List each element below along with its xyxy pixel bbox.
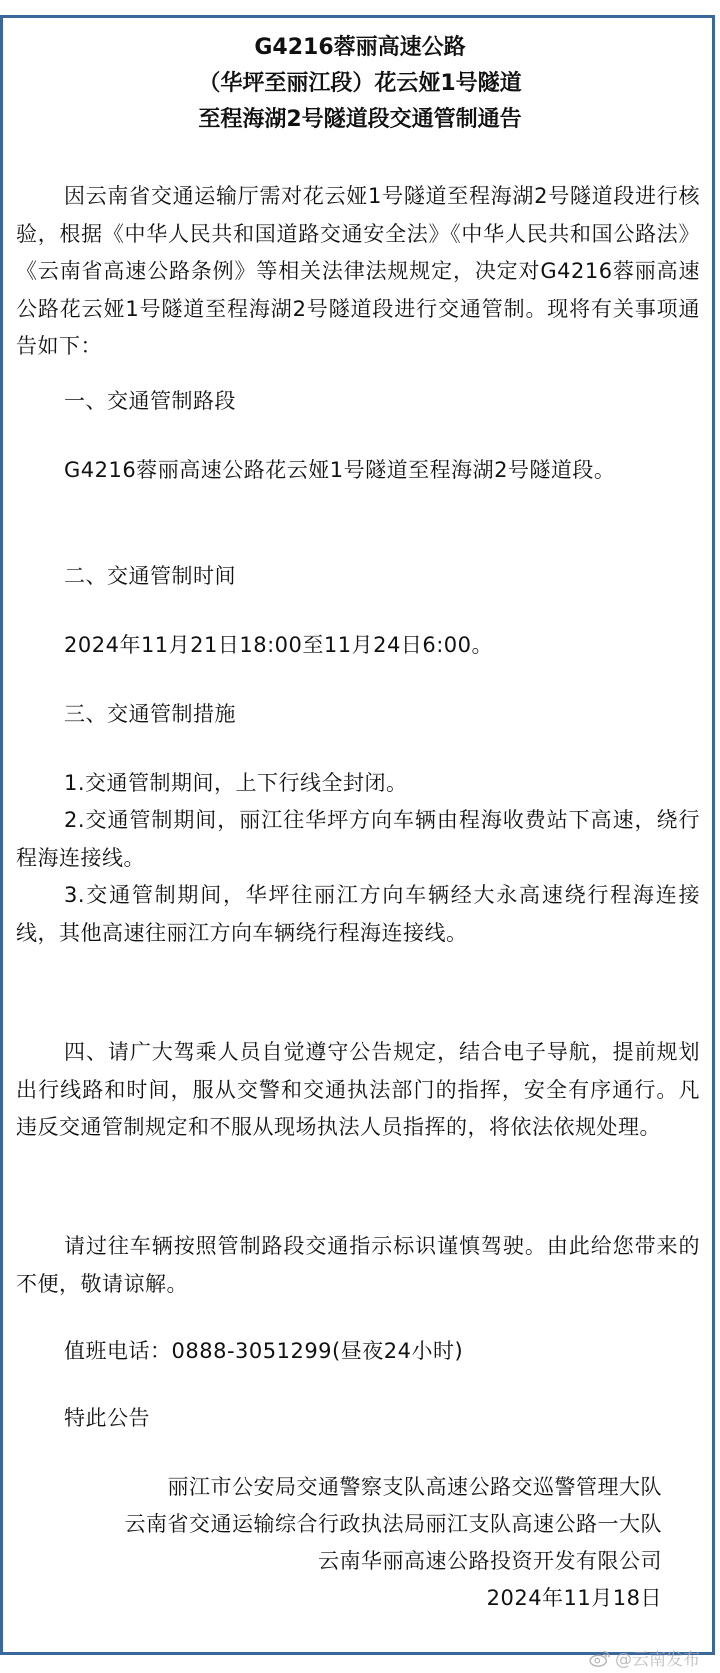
hotline: 值班电话：0888-3051299(昼夜24小时) [64,1339,464,1363]
measure-item-1: 1.交通管制期间，上下行线全封闭。 [64,771,408,795]
section-2-body: 2024年11月21日18:00至11月24日6:00。 [64,633,494,657]
watermark [589,1645,700,1670]
title-line-3: 至程海湖2号隧道段交通管制通告 [198,107,522,132]
watermark-text: @云南发布 [615,1650,700,1670]
signatory-3: 云南华丽高速公路投资开发有限公司 [318,1549,662,1573]
title-line-2: （华坪至丽江段）花云娅1号隧道 [198,71,522,96]
measure-item-2: 2.交通管制期间，丽江往华坪方向车辆由程海收费站下高速，绕行程海连接线。 [16,808,700,870]
signatory-2: 云南省交通运输综合行政执法局丽江支队高速公路一大队 [124,1512,662,1536]
signatory-1: 丽江市公安局交通警察支队高速公路交巡警管理大队 [167,1475,662,1499]
section-3-heading: 三、交通管制措施 [64,702,236,726]
apology-paragraph: 请过往车辆按照管制路段交通指示标识谨慎驾驶。由此给您带来的不便，敬请谅解。 [16,1234,700,1296]
title-line-1: G4216蓉丽高速公路 [254,35,466,60]
section-4-paragraph: 四、请广大驾乘人员自觉遵守公告规定，结合电子导航，提前规划出行线路和时间，服从交警和交通执法部门的指挥，安全有序通行。凡违反交通管制规定和不服从现场执法人员指挥的，将依法依规处理。 [16,1040,700,1139]
section-2-heading: 二、交通管制时间 [64,564,236,588]
date: 2024年11月18日 [486,1586,662,1610]
measure-item-3: 3.交通管制期间，华坪往丽江方向车辆经大永高速绕行程海连接线，其他高速往丽江方向车辆绕行程海连接线。 [16,883,700,945]
closing: 特此公告 [64,1406,150,1430]
section-1-body: G4216蓉丽高速公路花云娅1号隧道至程海湖2号隧道段。 [64,458,616,482]
section-1-heading: 一、交通管制路段 [64,389,236,413]
weibo-icon [589,1649,611,1667]
intro-paragraph: 因云南省交通运输厅需对花云娅1号隧道至程海湖2号隧道段进行核验，根据《中华人民共和国道路交通安全法》《中华人民共和国公路法》《云南省高速公路条例》等相关法律法规规定，决定对G4216蓉丽高速公路花云娅1号隧道至程海湖2号隧道段进行交通管制。现将有关事项通告如下： [16,184,700,358]
